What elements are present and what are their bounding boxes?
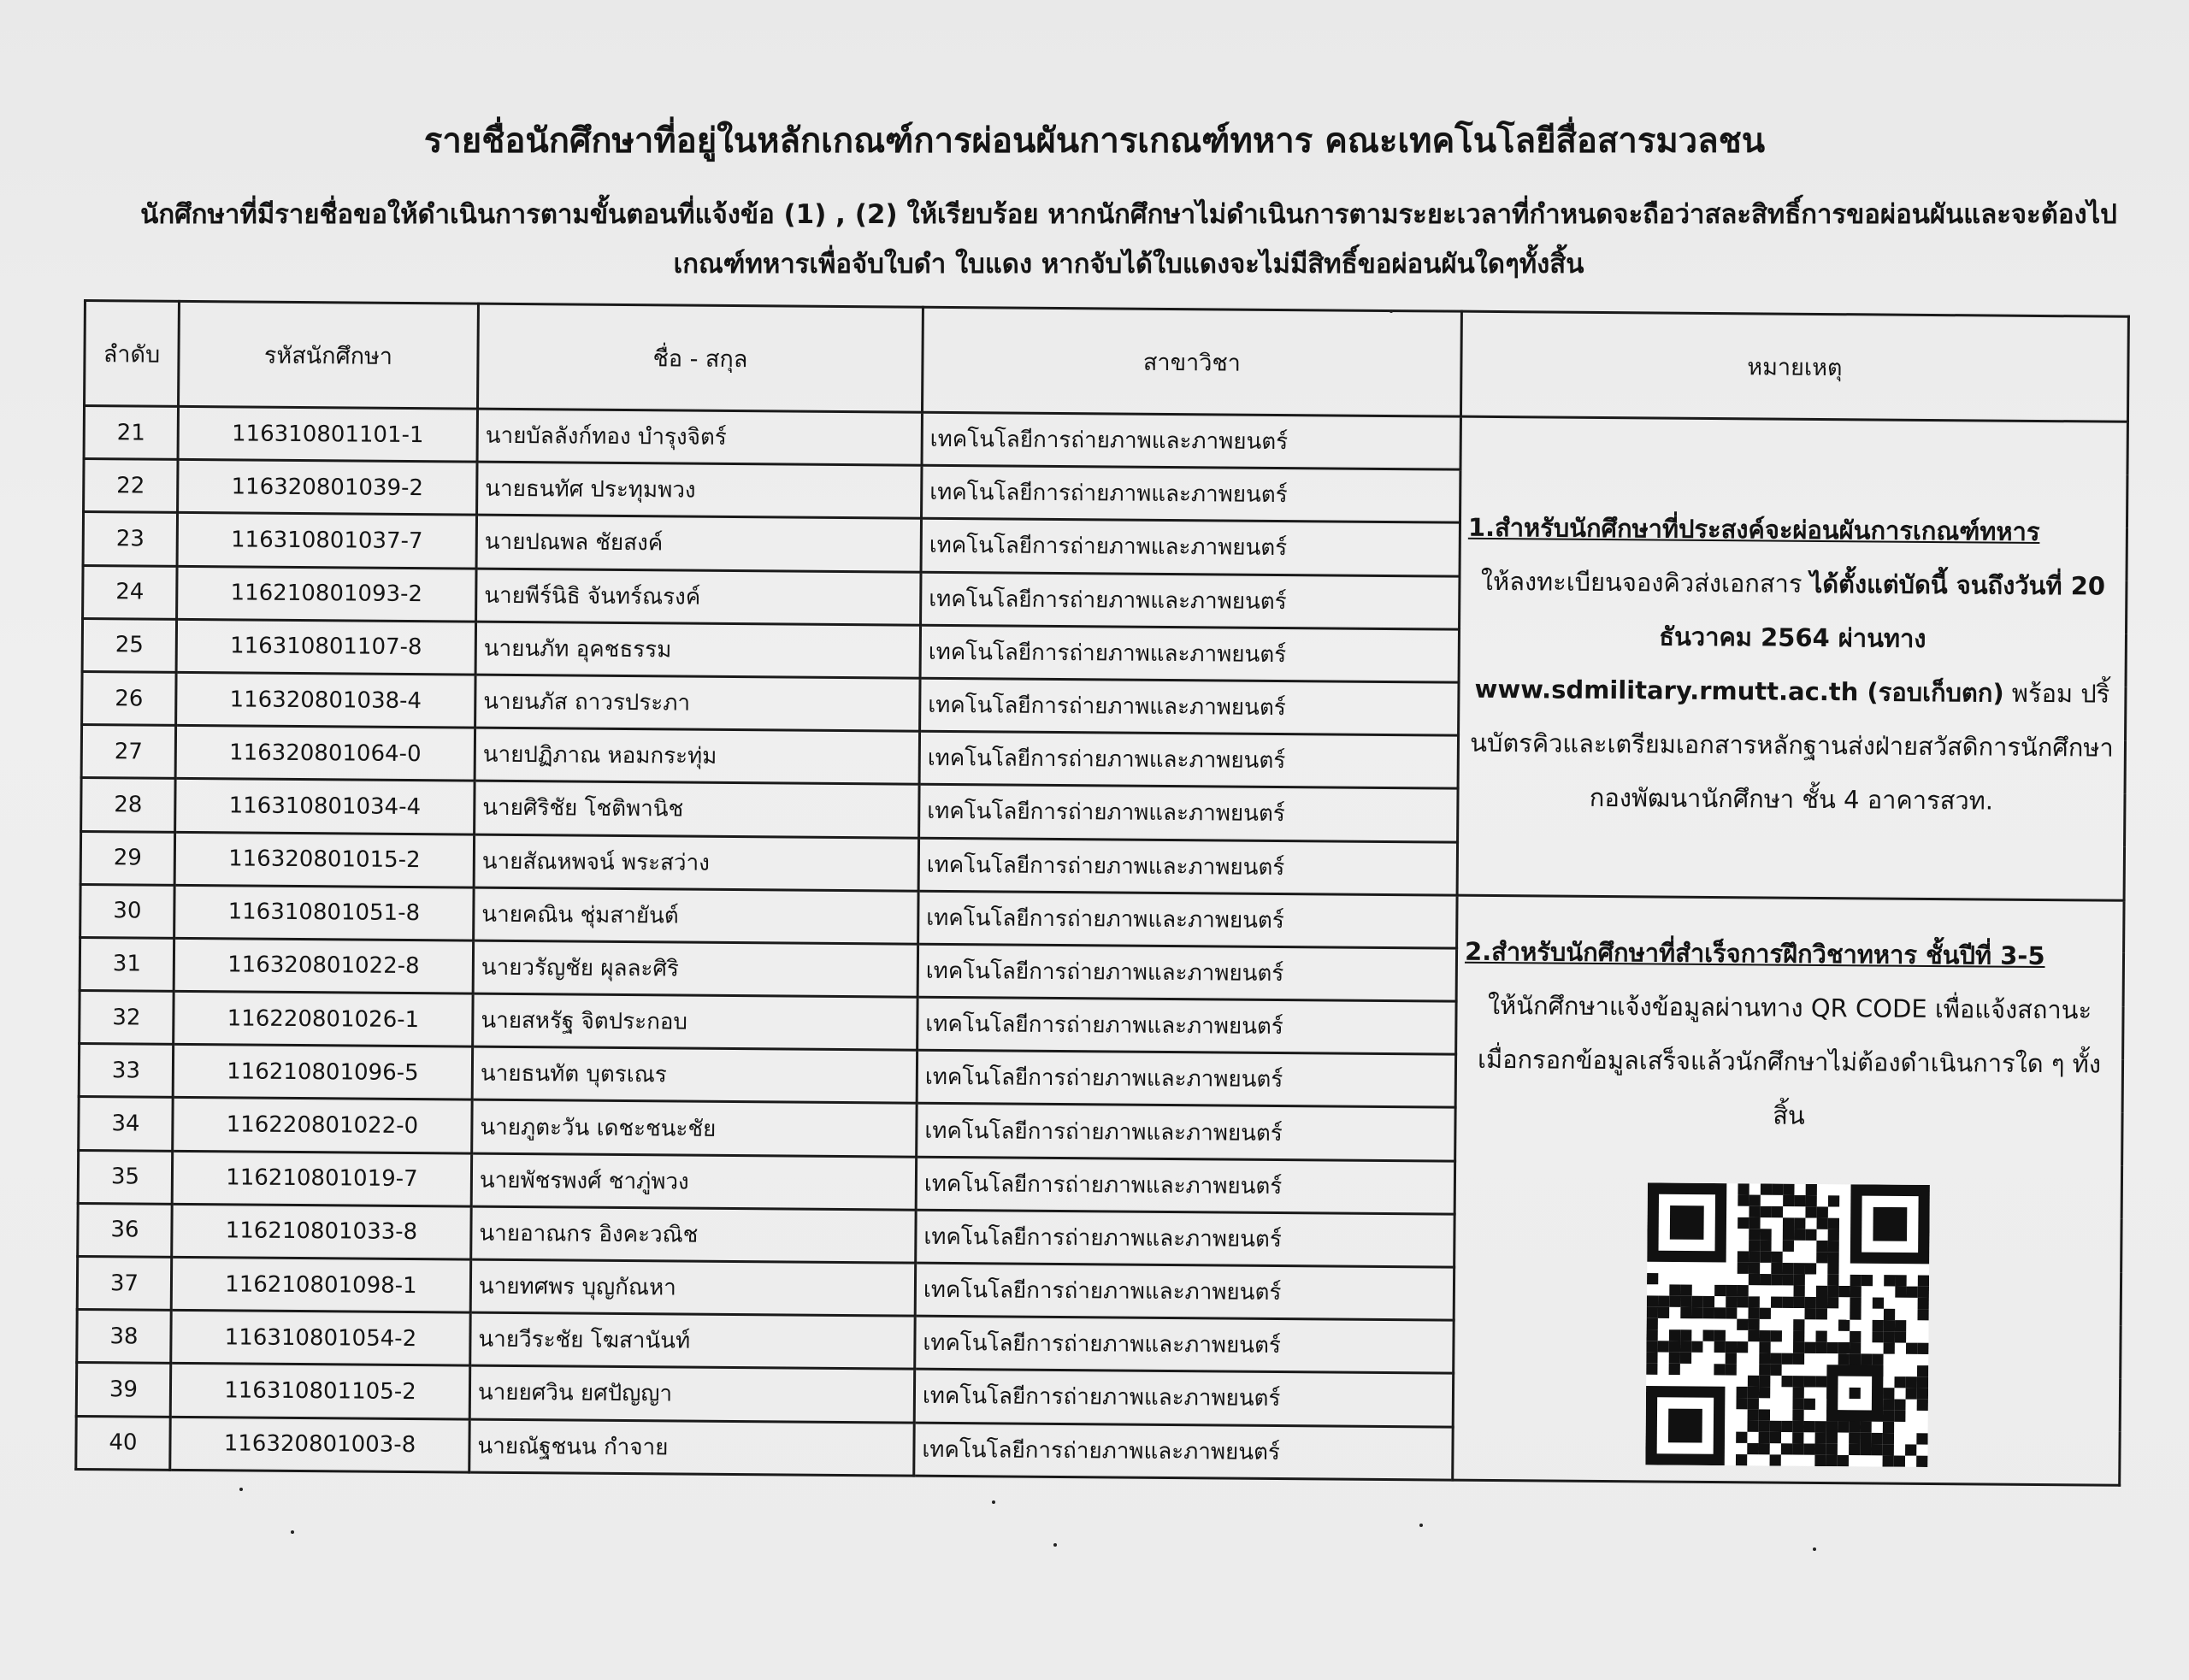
table-body	[76, 406, 2128, 1485]
qr-code-image[interactable]	[1645, 1183, 1930, 1468]
remark-1-text-b: ได้ตั้งแต่บัดนี้ จนถึงวันที่ 20 ธันวาคม 2564 ผ่านทาง www.sdmilitary.rmutt.ac.th (รอบเก็บตก)	[1474, 569, 2106, 708]
student-id: 116220801022-0	[173, 1098, 472, 1153]
header-row	[85, 301, 2129, 422]
student-id: 116210801098-1	[171, 1257, 470, 1312]
col-header-name: ชื่อ - สกุล	[478, 304, 923, 412]
student-id: 116320801038-4	[176, 672, 475, 728]
row-number: 39	[76, 1363, 170, 1417]
student-major: เทคโนโลยีการถ่ายภาพและภาพยนตร์	[919, 731, 1458, 788]
scan-speck	[291, 1530, 294, 1534]
student-id: 116310801107-8	[176, 619, 475, 675]
student-major: เทคโนโลยีการถ่ายภาพและภาพยนตร์	[917, 1104, 1455, 1161]
row-number: 23	[83, 512, 177, 566]
document-title: รายชื่อนักศึกษาที่อยู่ในหลักเกณฑ์การผ่อนผันการเกณฑ์ทหาร คณะเทคโนโลยีสื่อสารมวลชน	[423, 121, 1766, 161]
col-header-student-id: รหัสนักศึกษา	[179, 301, 479, 409]
student-name: นายสหรัฐ จิตประกอบ	[473, 993, 917, 1050]
student-roster-table	[74, 299, 2130, 1487]
remark-2-body: ให้นักศึกษาแจ้งข้อมูลผ่านทาง QR CODE เพื่อแจ้งสถานะ เมื่อกรอกข้อมูลเสร็จแล้วนักศึกษาไม่ต้องดำเนินการใด ๆ ทั้งสิ้น	[1477, 991, 2102, 1131]
student-name: นายสัณหพจน์ พระสว่าง	[474, 834, 918, 891]
row-number: 28	[81, 778, 175, 832]
student-major: เทคโนโลยีการถ่ายภาพและภาพยนตร์	[918, 838, 1457, 895]
student-major: เทคโนโลยีการถ่ายภาพและภาพยนตร์	[917, 944, 1456, 1001]
row-number: 30	[80, 884, 174, 938]
student-major: เทคโนโลยีการถ่ายภาพและภาพยนตร์	[922, 412, 1460, 469]
student-name: นายวีระชัย โฆสานันท์	[470, 1312, 915, 1369]
student-name: นายทศพร บุญกัณหา	[470, 1259, 915, 1316]
row-number: 34	[79, 1097, 173, 1151]
student-id: 116320801039-2	[178, 460, 477, 516]
student-id: 116310801037-7	[177, 513, 476, 569]
student-id: 116320801022-8	[174, 938, 473, 993]
table-header	[85, 301, 2129, 422]
row-number: 36	[78, 1203, 172, 1257]
student-name: นายณัฐชนน กำจาย	[469, 1419, 914, 1476]
notice-line-2: เกณฑ์ทหารเพื่อจับใบดำ ใบแดง หากจับได้ใบแดงจะไม่มีสิทธิ์ขอผ่อนผันใดๆทั้งสิ้น	[673, 249, 1584, 280]
student-name: นายปฏิภาณ หอมกระทุ่ม	[475, 728, 919, 784]
student-major: เทคโนโลยีการถ่ายภาพและภาพยนตร์	[920, 625, 1459, 682]
row-number: 40	[76, 1416, 170, 1470]
student-major: เทคโนโลยีการถ่ายภาพและภาพยนตร์	[914, 1370, 1453, 1427]
remarks-cell-2	[1453, 895, 2124, 1485]
row-number: 21	[84, 406, 178, 460]
student-id: 116310801054-2	[171, 1311, 470, 1366]
student-id: 116210801019-7	[172, 1151, 471, 1206]
student-id: 116320801015-2	[174, 832, 474, 887]
student-name: นายนภัส ถาวรประภา	[475, 675, 920, 731]
scan-speck	[1813, 1547, 1816, 1551]
student-id: 116310801105-2	[170, 1364, 469, 1419]
student-id: 116320801064-0	[175, 725, 475, 781]
remarks-cell-1	[1457, 416, 2127, 900]
row-number: 37	[77, 1256, 171, 1310]
row-number: 31	[80, 937, 174, 991]
row-number: 33	[79, 1044, 173, 1098]
student-name: นายธนทัศ ประทุมพวง	[477, 462, 922, 518]
row-number: 22	[84, 459, 178, 513]
student-id: 116220801026-1	[174, 991, 473, 1046]
row-number: 35	[78, 1150, 172, 1204]
remark-1-heading: 1.สำหรับนักศึกษาที่ประสงค์จะผ่อนผันการเกณฑ์ทหาร	[1467, 513, 2040, 547]
remark-2-heading: 2.สำหรับนักศึกษาที่สำเร็จการฝึกวิชาทหาร ชั้นปีที่ 3-5	[1464, 936, 2045, 971]
scan-speck	[1419, 1524, 1423, 1527]
student-id: 116310801051-8	[174, 885, 474, 940]
scan-speck	[1390, 309, 1393, 313]
student-name: นายศิริชัย โชติพานิช	[475, 781, 919, 837]
col-header-no: ลำดับ	[85, 301, 180, 407]
student-id: 116210801033-8	[172, 1204, 471, 1259]
instruction-notice	[128, 190, 2129, 289]
col-header-major: สาขาวิชา	[922, 307, 1461, 416]
student-major: เทคโนโลยีการถ่ายภาพและภาพยนตร์	[915, 1263, 1454, 1320]
student-name: นายนภัท อุคชธรรม	[475, 622, 920, 678]
student-id: 116310801101-1	[178, 406, 477, 462]
student-major: เทคโนโลยีการถ่ายภาพและภาพยนตร์	[920, 678, 1459, 735]
notice-line-1: นักศึกษาที่มีรายชื่อขอให้ดำเนินการตามขั้นตอนที่แจ้งข้อ (1) , (2) ให้เรียบร้อย หากนักศึกษาไม่ดำเนินการตามระยะเวลาที่กำหนดจะถือว่าสละสิทธิ์การขอผ่อนผันและจะต้องไป	[140, 199, 2117, 230]
student-major: เทคโนโลยีการถ่ายภาพและภาพยนตร์	[917, 997, 1456, 1054]
student-major: เทคโนโลยีการถ่ายภาพและภาพยนตร์	[922, 465, 1460, 522]
row-number: 29	[80, 831, 174, 885]
row-number: 24	[83, 565, 177, 619]
scan-speck	[1053, 1543, 1057, 1547]
student-major: เทคโนโลยีการถ่ายภาพและภาพยนตร์	[918, 891, 1457, 948]
student-name: นายยศวิน ยศปัญญา	[469, 1365, 914, 1422]
row-number: 32	[80, 991, 174, 1045]
student-name: นายพีร์นิธิ จันทร์ณรงค์	[476, 569, 921, 625]
student-major: เทคโนโลยีการถ่ายภาพและภาพยนตร์	[921, 572, 1460, 629]
row-number: 26	[82, 671, 176, 725]
student-name: นายอาณกร อิงคะวณิช	[471, 1206, 916, 1263]
student-id: 116310801034-4	[175, 779, 475, 834]
student-name: นายภูตะวัน เดชะชนะชัย	[472, 1100, 917, 1157]
student-id: 116210801093-2	[177, 566, 476, 622]
student-name: นายคณิน ชุ่มสายันต์	[474, 887, 918, 944]
student-id: 116210801096-5	[173, 1045, 472, 1100]
student-name: นายปณพล ชัยสงค์	[476, 515, 921, 571]
student-name: นายวรัญชัย ผุลละศิริ	[473, 940, 917, 997]
student-name: นายพัชรพงศ์ ชาภู่พวง	[471, 1153, 916, 1210]
row-number: 25	[82, 618, 176, 672]
row-number: 27	[81, 725, 175, 779]
student-major: เทคโนโลยีการถ่ายภาพและภาพยนตร์	[919, 785, 1458, 842]
student-name: นายธนทัต บุตรเณร	[472, 1046, 917, 1103]
remark-1-text-c: พร้อม ปริ้นบัตรคิวและเตรียมเอกสารหลักฐานส่งฝ่ายสวัสดิการนักศึกษา กองพัฒนานักศึกษา ชั้น 4 อาคารสวท.	[1470, 679, 2114, 816]
remark-1-text-a: ให้ลงทะเบียนจองคิวส่งเอกสาร	[1480, 567, 1803, 599]
student-major: เทคโนโลยีการถ่ายภาพและภาพยนตร์	[917, 1050, 1455, 1107]
col-header-remarks: หมายเหตุ	[1460, 311, 2128, 421]
scan-speck	[992, 1500, 995, 1504]
student-id: 116320801003-8	[170, 1417, 469, 1472]
student-major: เทคโนโลยีการถ่ายภาพและภาพยนตร์	[915, 1316, 1454, 1373]
student-major: เทคโนโลยีการถ่ายภาพและภาพยนตร์	[921, 519, 1460, 576]
student-major: เทคโนโลยีการถ่ายภาพและภาพยนตร์	[916, 1157, 1454, 1214]
row-number: 38	[77, 1310, 171, 1364]
scan-speck	[239, 1488, 243, 1491]
student-name: นายบัลลังก์ทอง บำรุงจิตร์	[477, 409, 922, 465]
student-major: เทคโนโลยีการถ่ายภาพและภาพยนตร์	[916, 1210, 1454, 1267]
student-major: เทคโนโลยีการถ่ายภาพและภาพยนตร์	[914, 1423, 1453, 1480]
remark-1-body	[1466, 555, 2118, 829]
